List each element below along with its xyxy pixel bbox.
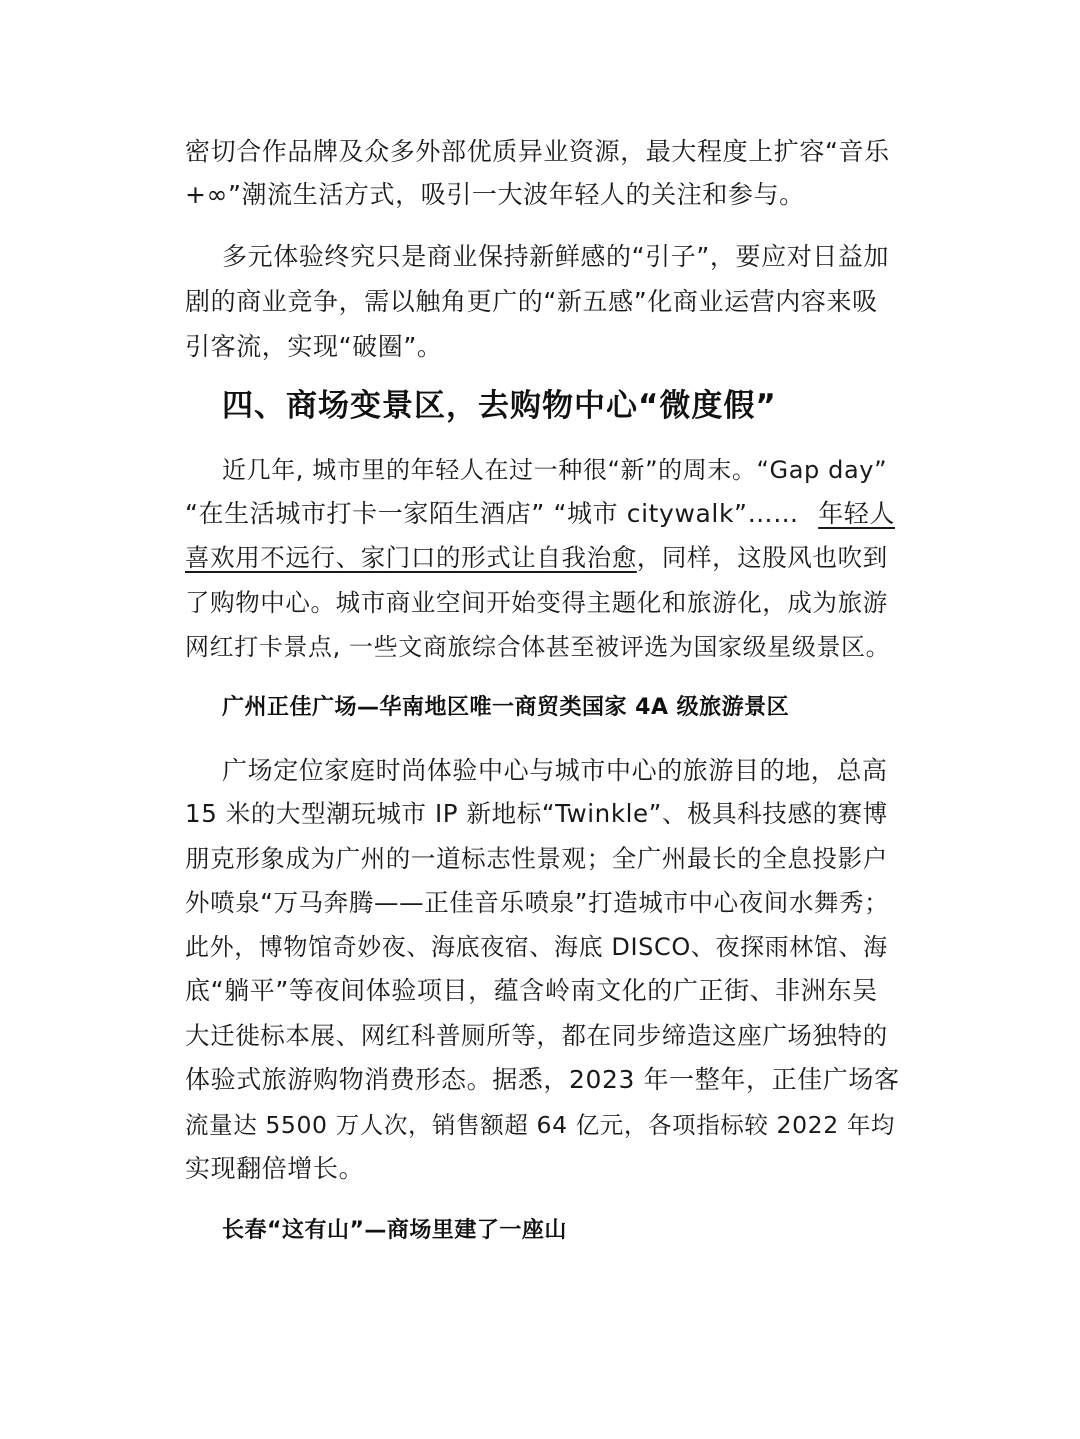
underlined-text: 年轻人	[818, 499, 895, 528]
paragraph-3-line-3	[185, 540, 895, 576]
subheading-changchun: 长春“这有山”—商场里建了一座山	[222, 1218, 567, 1243]
paragraph-4-line-9: 流量达 5500 万人次，销售额超 64 亿元，各项指标较 2022 年均	[185, 1111, 896, 1139]
paragraph-4-line-6: 底“躺平”等夜间体验项目，蕴含岭南文化的广正街、非洲东吴	[185, 976, 878, 1005]
paragraph-4-line-5: 此外，博物馆奇妙夜、海底夜宿、海底 DISCO、夜探雨林馆、海	[185, 933, 888, 961]
paragraph-4-line-1: 广场定位家庭时尚体验中心与城市中心的旅游目的地，总高	[222, 756, 888, 785]
paragraph-4-line-2: 15 米的大型潮玩城市 IP 新地标“Twinkle”、极具科技感的赛博	[185, 799, 888, 828]
paragraph-4-line-10: 实现翻倍增长。	[185, 1154, 365, 1183]
paragraph-2-line-2: 剧的商业竞争，需以触角更广的“新五感”化商业运营内容来吸	[185, 287, 878, 316]
section-heading: 四、商场变景区，去购物中心“微度假”	[222, 388, 777, 424]
paragraph-3-line-4: 了购物中心。城市商业空间开始变得主题化和旅游化，成为旅游	[185, 588, 888, 617]
subheading-guangzhou: 广州正佳广场—华南地区唯一商贸类国家 4A 级旅游景区	[222, 695, 790, 720]
paragraph-2-line-1: 多元体验终究只是商业保持新鲜感的“引子”，要应对日益加	[222, 242, 890, 271]
paragraph-1-line-2: +∞”潮流生活方式，吸引一大波年轻人的关注和参与。	[185, 180, 805, 209]
paragraph-3-line-1: 近几年, 城市里的年轻人在过一种很“新”的周末。“Gap day”	[222, 456, 888, 484]
paragraph-2-line-3: 引客流，实现“破圈”。	[185, 332, 443, 361]
paragraph-3-line-5: 网红打卡景点, 一些文商旅综合体甚至被评选为国家级星级景区。	[185, 633, 891, 661]
paragraph-4-line-4: 外喷泉“万马奔腾——正佳音乐喷泉”打造城市中心夜间水舞秀；	[185, 888, 890, 917]
paragraph-1-line-1: 密切合作品牌及众多外部优质异业资源，最大程度上扩容“音乐	[185, 137, 890, 166]
underlined-text: 喜欢用不远行、家门口的形式让自我治愈	[185, 543, 637, 572]
paragraph-4-line-3: 朋克形象成为广州的一道标志性景观；全广州最长的全息投影户	[185, 844, 888, 873]
paragraph-3-line-3-text: ，同样，这股风也吹到	[636, 543, 888, 572]
paragraph-3-line-2-text: “在生活城市打卡一家陌生酒店” “城市 citywalk”……	[185, 499, 799, 528]
paragraph-4-line-7: 大迁徙标本展、网红科普厕所等，都在同步缔造这座广场独特的	[185, 1021, 888, 1050]
paragraph-3-line-2	[185, 496, 895, 532]
paragraph-4-line-8: 体验式旅游购物消费形态。据悉，2023 年一整年，正佳广场客	[185, 1065, 900, 1094]
